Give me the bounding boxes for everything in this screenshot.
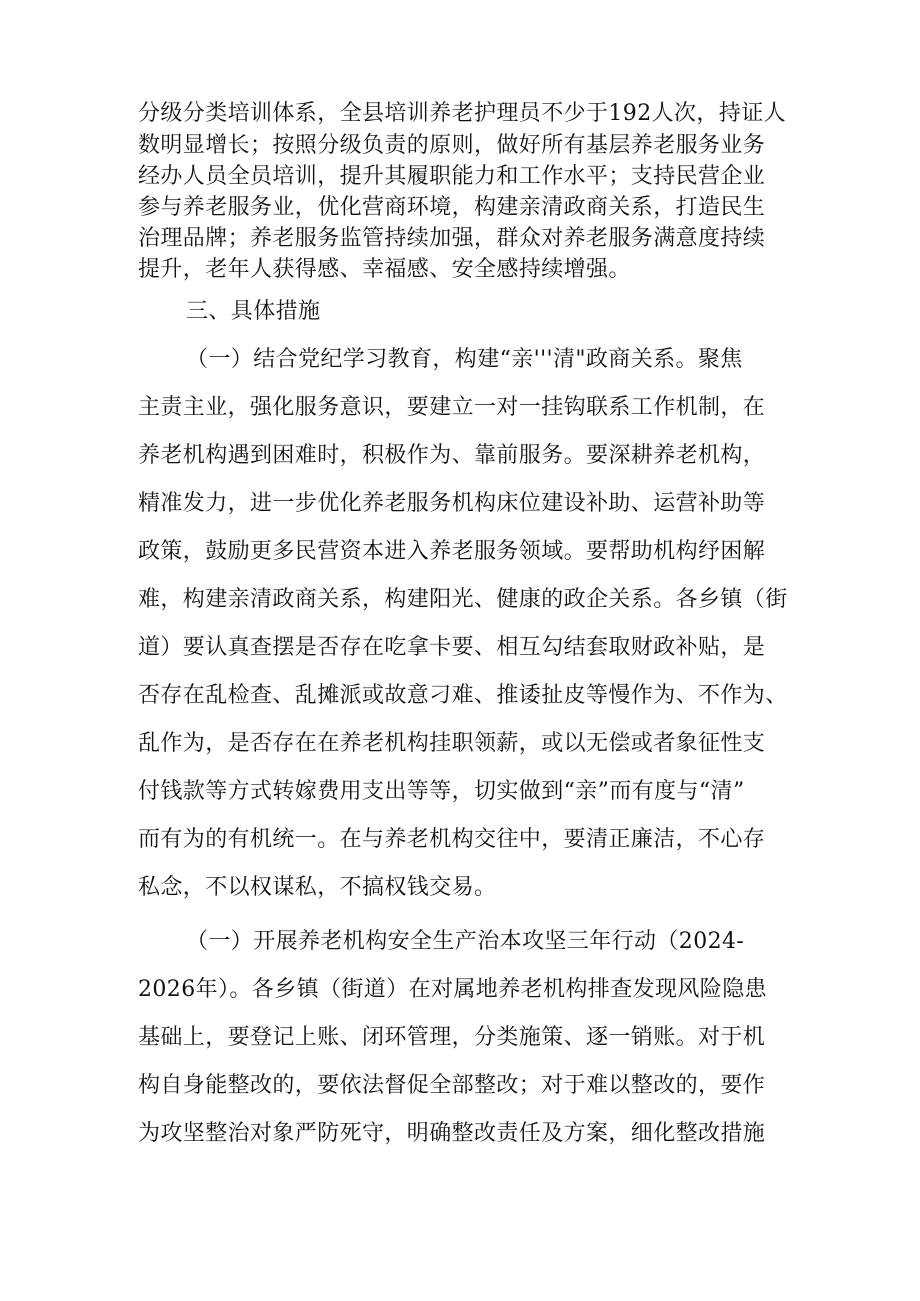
measure2-line: 构自身能整改的，要依法督促全部整改；对于难以整改的，要作 <box>138 1073 766 1098</box>
measure2-line: （一）开展养老机构安全生产治本攻坚三年行动（2024- <box>186 929 745 954</box>
intro-line: 提升，老年人获得感、幸福感、安全感持续增强。 <box>138 257 631 282</box>
measure1-line: 而有为的有机统一。在与养老机构交往中，要清正廉洁，不心存 <box>138 827 766 852</box>
measure1-line: 主责主业，强化服务意识，要建立一对一挂钩联系工作机制，在 <box>138 395 766 420</box>
intro-line: 治理品牌；养老服务监管持续加强，群众对养老服务满意度持续 <box>138 226 766 251</box>
intro-line: 分级分类培训体系，全县培训养老护理员不少于192人次，持证人 <box>138 101 786 126</box>
measure1-line: （一）结合党纪学习教育，构建“亲'''清"政商关系。聚焦 <box>186 347 743 372</box>
measure2-line: 基础上，要登记上账、闭环管理，分类施策、逐一销账。对于机 <box>138 1025 766 1050</box>
measure1-line: 乱作为，是否存在在养老机构挂职领薪，或以无偿或者象征性支 <box>138 731 766 756</box>
measure1-line: 精准发力，进一步优化养老服务机构床位建设补助、运营补助等 <box>138 491 766 516</box>
measure1-line: 私念，不以权谋私，不搞权钱交易。 <box>138 875 497 900</box>
measure1-line: 道）要认真查摆是否存在吃拿卡要、相互勾结套取财政补贴，是 <box>138 635 766 660</box>
intro-line: 经办人员全员培训，提升其履职能力和工作水平；支持民营企业 <box>138 164 766 189</box>
intro-line: 数明显增长；按照分级负责的原则，做好所有基层养老服务业务 <box>138 133 766 158</box>
measure2-line: 为攻坚整治对象严防死守，明确整改责任及方案，细化整改措施 <box>138 1121 766 1146</box>
section-heading: 三、具体措施 <box>186 299 321 324</box>
intro-line: 参与养老服务业，优化营商环境，构建亲清政商关系，打造民生 <box>138 195 766 220</box>
measure1-line: 养老机构遇到困难时，积极作为、靠前服务。要深耕养老机构， <box>138 443 766 468</box>
measure1-line: 难，构建亲清政商关系，构建阳光、健康的政企关系。各乡镇（街 <box>138 587 788 612</box>
measure1-line: 否存在乱检查、乱摊派或故意刁难、推诿扯皮等慢作为、不作为、 <box>138 683 788 708</box>
measure2-line: 2026年）。各乡镇（街道）在对属地养老机构排查发现风险隐患 <box>138 977 767 1002</box>
measure1-line: 政策，鼓励更多民营资本进入养老服务领域。要帮助机构纾困解 <box>138 539 766 564</box>
measure1-line: 付钱款等方式转嫁费用支出等等，切实做到“亲”而有度与“清” <box>138 779 745 804</box>
